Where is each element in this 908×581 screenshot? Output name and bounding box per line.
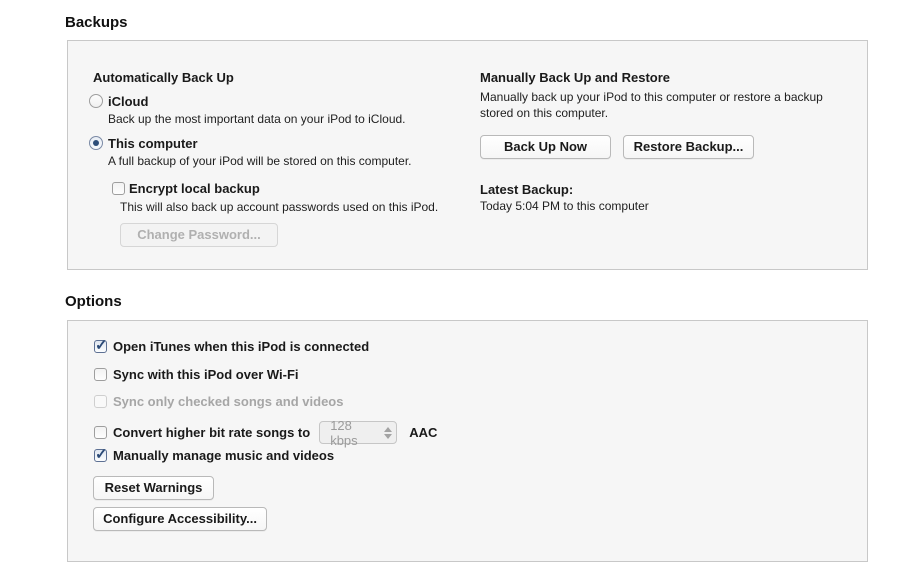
encrypt-local-backup-checkbox[interactable] bbox=[112, 182, 125, 195]
aac-label: AAC bbox=[409, 425, 438, 440]
restore-backup-button[interactable]: Restore Backup... bbox=[623, 135, 754, 159]
icloud-radio[interactable] bbox=[89, 94, 103, 108]
sync-wifi-label[interactable]: Sync with this iPod over Wi-Fi bbox=[113, 367, 299, 382]
encrypt-local-backup-label[interactable]: Encrypt local backup bbox=[129, 181, 260, 196]
option-row-sync-wifi[interactable] bbox=[94, 367, 299, 382]
change-password-button[interactable]: Change Password... bbox=[120, 223, 278, 247]
convert-bitrate-checkbox[interactable] bbox=[94, 426, 107, 439]
bitrate-dropdown-value: 128 kbps bbox=[330, 417, 358, 448]
backups-section-heading: Backups bbox=[65, 14, 128, 31]
manually-back-up-description: Manually back up your iPod to this computer or restore a backup stored on this computer. bbox=[480, 90, 823, 120]
options-section-heading: Options bbox=[65, 293, 122, 310]
convert-bitrate-label[interactable]: Convert higher bit rate songs to bbox=[113, 425, 311, 440]
this-computer-description: A full backup of your iPod will be stored on this computer. bbox=[108, 154, 412, 168]
option-row-convert-bitrate[interactable] bbox=[94, 417, 438, 448]
manually-manage-checkbox[interactable] bbox=[94, 446, 108, 463]
this-computer-radio-label[interactable]: This computer bbox=[108, 136, 198, 151]
options-panel bbox=[67, 320, 868, 562]
sync-checked-checkbox bbox=[94, 395, 107, 408]
latest-backup-value: Today 5:04 PM to this computer bbox=[480, 199, 649, 213]
icloud-description: Back up the most important data on your iPod to iCloud. bbox=[108, 112, 406, 126]
configure-accessibility-button[interactable]: Configure Accessibility... bbox=[93, 507, 267, 531]
icloud-radio-label[interactable]: iCloud bbox=[108, 94, 149, 109]
automatically-back-up-title: Automatically Back Up bbox=[93, 70, 234, 85]
sync-checked-label: Sync only checked songs and videos bbox=[113, 394, 344, 409]
reset-warnings-button[interactable]: Reset Warnings bbox=[93, 476, 214, 500]
this-computer-radio[interactable] bbox=[89, 136, 103, 150]
checkmark-icon: ✓ bbox=[95, 337, 108, 354]
manually-manage-label[interactable]: Manually manage music and videos bbox=[113, 448, 335, 463]
manually-back-up-title: Manually Back Up and Restore bbox=[480, 70, 670, 85]
latest-backup-title: Latest Backup: bbox=[480, 182, 574, 197]
open-itunes-label[interactable]: Open iTunes when this iPod is connected bbox=[113, 339, 370, 354]
back-up-now-button[interactable]: Back Up Now bbox=[480, 135, 611, 159]
open-itunes-checkbox[interactable] bbox=[94, 337, 108, 354]
option-row-open-itunes[interactable] bbox=[94, 339, 369, 354]
backups-panel bbox=[67, 40, 868, 270]
stepper-up-down-icon bbox=[384, 427, 392, 439]
sync-wifi-checkbox[interactable] bbox=[94, 368, 107, 381]
checkmark-icon: ✓ bbox=[95, 446, 108, 463]
option-row-sync-checked bbox=[94, 394, 343, 409]
encrypt-description: This will also back up account passwords used on this iPod. bbox=[120, 200, 439, 214]
option-row-manually-manage[interactable] bbox=[94, 448, 334, 463]
bitrate-dropdown[interactable] bbox=[319, 417, 397, 448]
